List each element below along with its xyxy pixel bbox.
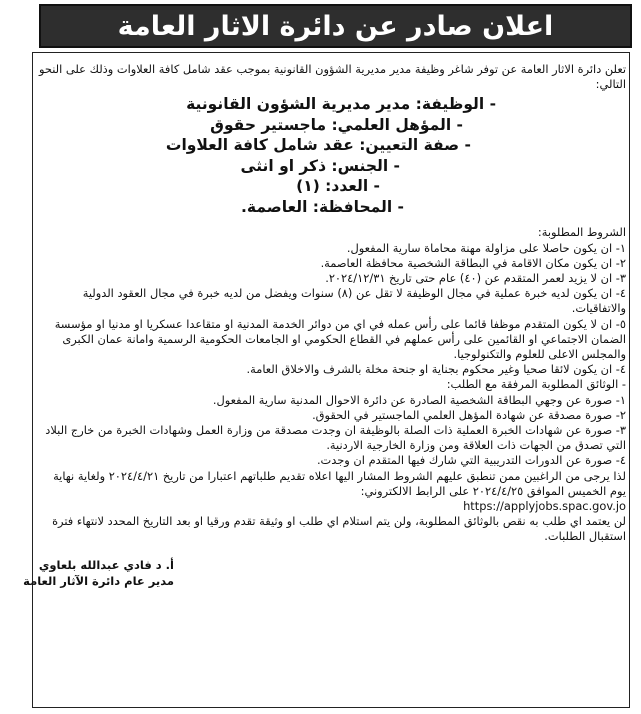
conditions-heading: الشروط المطلوبة: bbox=[537, 225, 626, 240]
signatory-name: أ. د فادي عبدالله بلعاوي bbox=[38, 557, 174, 572]
signatory-position: مدير عام دائرة الآثار العامة bbox=[23, 573, 174, 588]
detail-count: - العدد: (١) bbox=[296, 177, 380, 196]
intro-paragraph: تعلن دائرة الاثار العامة عن توفر شاغر وظيفة مدير مديرية الشؤون القانونية بموجب عقد شامل كافة العلاوات وذلك على النحو التالي: bbox=[38, 62, 626, 92]
announcement-title: اعلان صادر عن دائرة الاثار العامة bbox=[117, 10, 554, 42]
announcement-body bbox=[23, 62, 626, 589]
detail-gender: - الجنس: ذكر او انثى bbox=[240, 156, 400, 175]
document-item: ٢- صورة مصدقة عن شهادة المؤهل العلمي الماجستير في الحقوق. bbox=[312, 407, 626, 422]
application-link[interactable]: https://applyjobs.spac.gov.jo bbox=[463, 499, 626, 514]
document-item: ١- صورة عن وجهي البطاقة الشخصية الصادرة عن دائرة الاحوال المدنية سارية المفعول. bbox=[212, 392, 626, 407]
condition-item: ١- ان يكون حاصلا على مزاولة مهنة محاماة سارية المفعول. bbox=[346, 240, 626, 255]
condition-item: ٤- ان يكون لائقا صحيا وغير محكوم بجناية او جنحة مخلة بالشرف والاخلاق العامة. bbox=[246, 362, 626, 377]
note-paragraph: لن يعتمد اي طلب به نقص بالوثائق المطلوبة، ولن يتم استلام اي طلب او وثيقة تقدم ورقيا او بعد التاريخ المحدد لانتهاء فترة استقبال الطلبات. bbox=[52, 514, 626, 544]
condition-item: ٣- ان لا يزيد لعمر المتقدم عن (٤٠) عام حتى تاريخ ٢٠٢٤/١٢/٣١. bbox=[325, 271, 626, 286]
application-paragraph: لذا يرجى من الراغبين ممن تنطبق عليهم الشروط المشار اليها اعلاه تقديم طلباتهم اعتبارا من تاريخ ٢٠٢٤/٤/٢١ ولغاية نهاية يوم الخميس الموافق ٢٠٢٤/٤/٢٥ على الرابط الالكتروني: bbox=[53, 468, 626, 498]
document-item: ٤- صورة عن الدورات التدريبية التي شارك فيها المتقدم ان وجدت. bbox=[316, 453, 626, 468]
job-details-list bbox=[38, 94, 626, 217]
detail-job-title: - الوظيفة: مدير مديرية الشؤون القانونية bbox=[186, 95, 496, 114]
detail-appointment-type: - صفة التعيين: عقد شامل كافة العلاوات bbox=[165, 136, 471, 155]
document-item: ٣- صورة عن شهادات الخبرة العملية ذات الصلة بالوظيفة ان وجدت مصدقة من وزارة العمل وشهادات الخبرة من خارج البلاد التي تصدق من الجهات ذات العلاقة ومن وزارة الخارجية الاردنية. bbox=[45, 423, 626, 453]
condition-item: ٢- ان يكون مكان الاقامة في البطاقة الشخصية محافظة العاصمة. bbox=[320, 255, 626, 270]
detail-governorate: - المحافظة: العاصمة. bbox=[241, 197, 404, 216]
condition-item: ٤- ان يكون لديه خبرة عملية في مجال الوظيفة لا تقل عن (٨) سنوات ويفضل من لديه خبرة في مجال العقود الدولية والاتفاقيات. bbox=[82, 286, 626, 316]
signature-block bbox=[23, 557, 626, 589]
detail-qualification: - المؤهل العلمي: ماجستير حقوق bbox=[210, 115, 463, 134]
title-banner bbox=[39, 4, 632, 48]
condition-item: ٥- ان لا يكون المتقدم موظفا قائما على رأس عمله في اي من دوائر الخدمة المدنية او متقاعدا عسكريا او مدنيا او مؤسسة الضمان الاجتماعي او القائمين على رأس عملهم في القطاع الحكومي او الجامعات الحكومية الرسمية وامانة عمان الكبرى والمجلس الاعلى للعلوم والتكنولوجيا. bbox=[54, 316, 626, 362]
documents-heading: - الوثائق المطلوبة المرفقة مع الطلب: bbox=[446, 377, 626, 392]
